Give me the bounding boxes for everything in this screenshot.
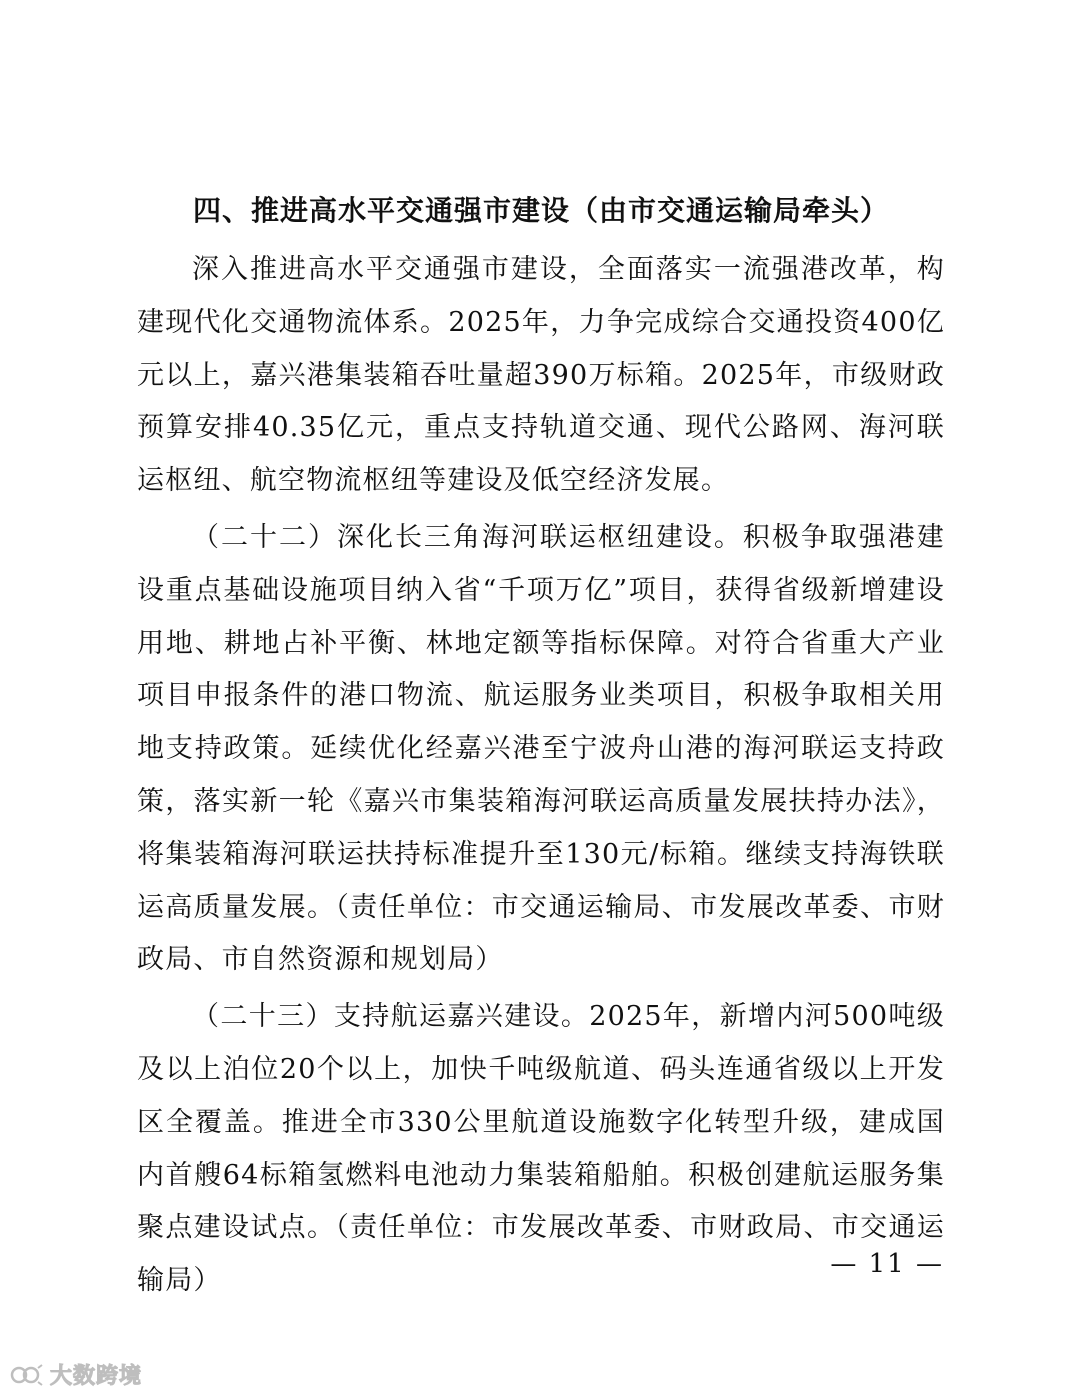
watermark bbox=[10, 1359, 142, 1390]
page-number: — 11 — bbox=[830, 1249, 944, 1279]
logo-mark-icon bbox=[10, 1362, 44, 1388]
paragraph-item-23: （二十三）支持航运嘉兴建设。2025年，新增内河500吨级及以上泊位20个以上，加快千吨级航道、码头连通省级以上开发区全覆盖。推进全市330公里航道设施数字化转型升级，建成国内首艘64标箱氢燃料电池动力集装箱船舶。积极创建航运服务集聚点建设试点。（责任单位：市发展改革委、市财政局、市交通运输局） bbox=[137, 1001, 945, 1297]
paragraph-item-22: （二十二）深化长三角海河联运枢纽建设。积极争取强港建设重点基础设施项目纳入省“千项万亿”项目，获得省级新增建设用地、耕地占补平衡、林地定额等指标保障。对符合省重大产业项目申报条件的港口物流、航运服务业类项目，积极争取相关用地支持政策。延续优化经嘉兴港至宁波舟山港的海河联运支持政策，落实新一轮《嘉兴市集装箱海河联运高质量发展扶持办法》，将集装箱海河联运扶持标准提升至130元/标箱。继续支持海铁联运高质量发展。（责任单位：市交通运输局、市发展改革委、市财政局、市自然资源和规划局） bbox=[137, 521, 945, 976]
section-heading: 四、推进高水平交通强市建设（由市交通运输局牵头） bbox=[193, 194, 890, 227]
watermark-text: 大数跨境 bbox=[50, 1364, 143, 1389]
document-body bbox=[137, 186, 945, 1308]
intro-paragraph: 深入推进高水平交通强市建设，全面落实一流强港改革，构建现代化交通物流体系。2025年，力争完成综合交通投资400亿元以上，嘉兴港集装箱吞吐量超390万标箱。2025年，市级财政预算安排40.35亿元，重点支持轨道交通、现代公路网、海河联运枢纽、航空物流枢纽等建设及低空经济发展。 bbox=[137, 254, 945, 497]
